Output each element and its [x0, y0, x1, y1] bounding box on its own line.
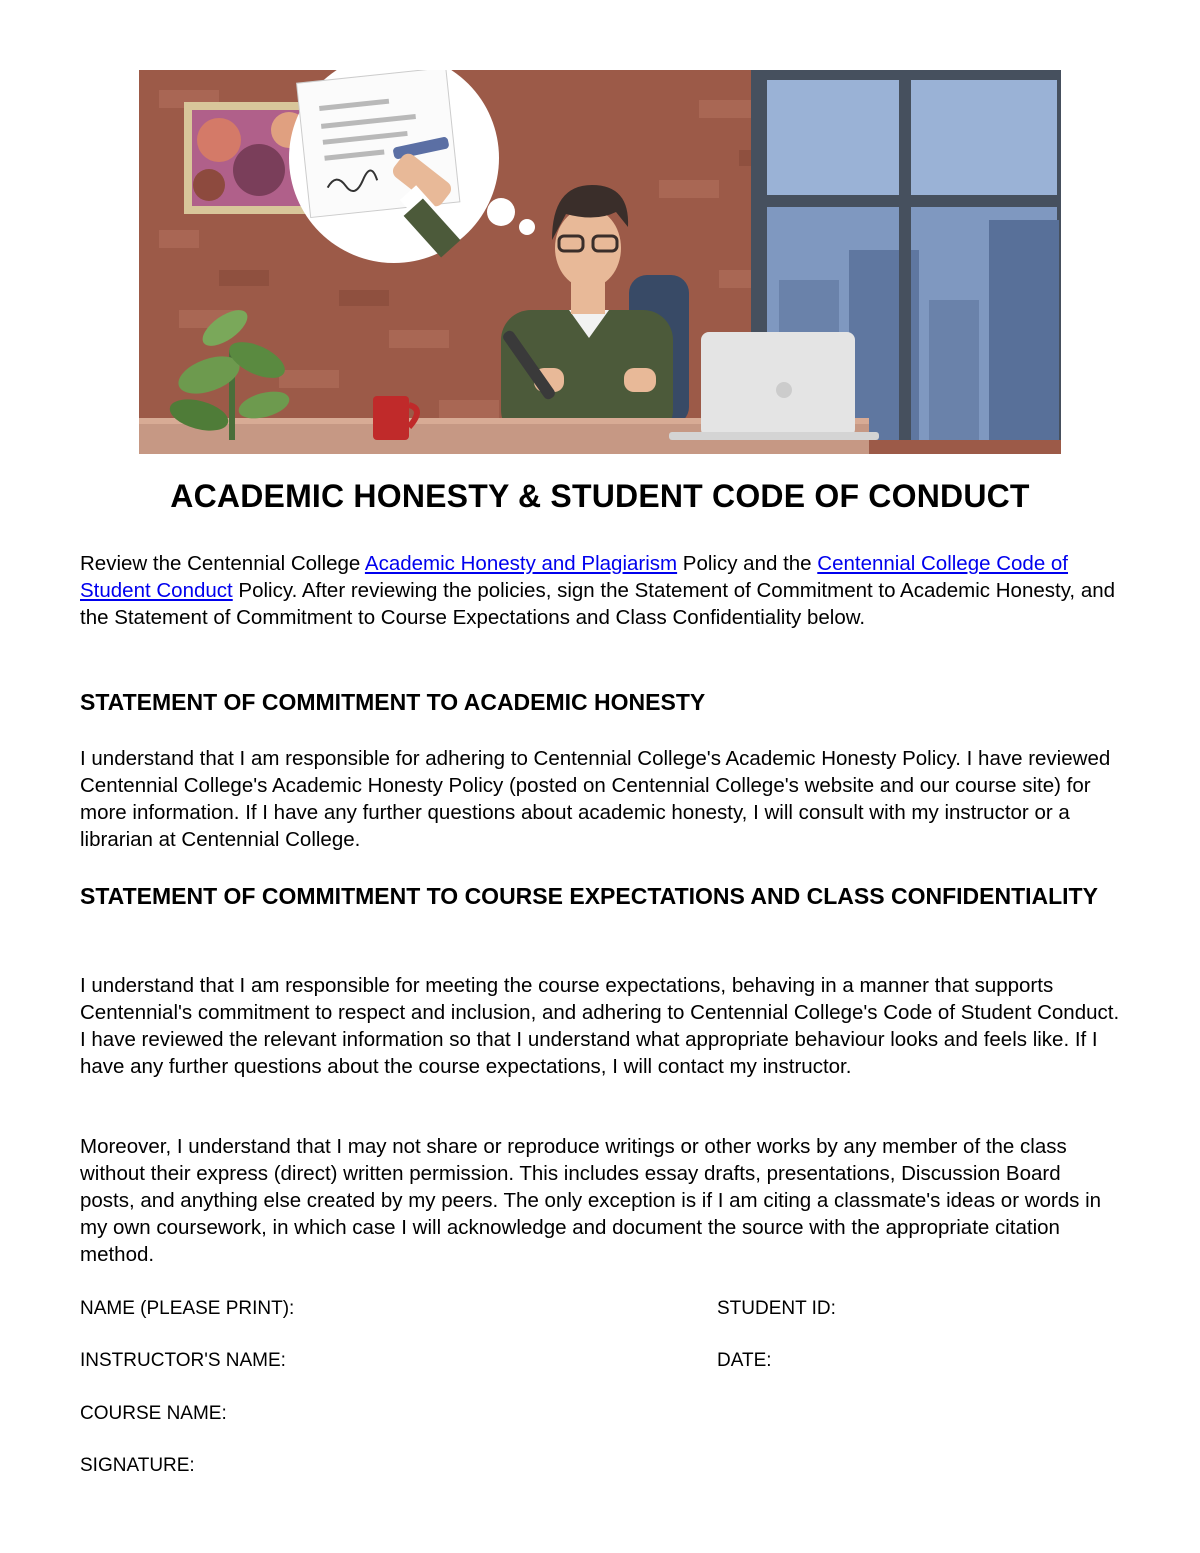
- name-field-label: NAME (PLEASE PRINT):: [80, 1298, 295, 1319]
- header-illustration: [139, 70, 1061, 454]
- course-name-field-label: COURSE NAME:: [80, 1403, 227, 1424]
- code-of-conduct-link[interactable]: Centennial College Code of Student Conduct: [80, 552, 1069, 602]
- date-field-label: DATE:: [717, 1350, 772, 1371]
- academic-honesty-statement: I understand that I am responsible for adhering to Centennial College's Academic Honesty Policy. I have reviewed Centennial College's Academic Honesty Policy (posted on Centennial College's website and our course site) for more information. If I have any further questions about academic honesty, I will consult with my instructor or a librarian at Centennial College.: [80, 747, 1111, 851]
- page-title: ACADEMIC HONESTY & STUDENT CODE OF CONDUCT: [170, 478, 1030, 514]
- confidentiality-statement: Moreover, I understand that I may not share or reproduce writings or other works by any member of the class without their express (direct) written permission. This includes essay drafts, presentations, Discussion Board posts, and anything else created by my peers. The only exception is if I am citing a classmate's ideas or words in my own coursework, in which case I will acknowledge and document the source with the appropriate citation method.: [80, 1135, 1102, 1266]
- intro-text-3: Policy. After reviewing the policies, sign the Statement of Commitment to Academic Honesty, and the Statement of Commitment to Course Expectations and Class Confidentiality below.: [80, 579, 1116, 629]
- section-heading-course-expectations: STATEMENT OF COMMITMENT TO COURSE EXPECTATIONS AND CLASS CONFIDENTIALITY: [80, 883, 1098, 909]
- student-id-field-label: STUDENT ID:: [717, 1298, 836, 1319]
- intro-text-2: Policy and the: [677, 552, 818, 575]
- signature-field-label: SIGNATURE:: [80, 1455, 195, 1476]
- instructor-name-field-label: INSTRUCTOR'S NAME:: [80, 1350, 286, 1371]
- academic-honesty-policy-link[interactable]: Academic Honesty and Plagiarism: [364, 552, 678, 575]
- section-heading-academic-honesty: STATEMENT OF COMMITMENT TO ACADEMIC HONESTY: [80, 689, 706, 715]
- intro-text-1: Review the Centennial College: [80, 552, 365, 575]
- intro-paragraph: [80, 550, 1120, 631]
- course-expectations-statement: I understand that I am responsible for meeting the course expectations, behaving in a manner that supports Centennial's commitment to respect and inclusion, and adhering to Centennial College's Code of Student Conduct. I have reviewed the relevant information so that I understand what appropriate behaviour looks and feels like. If I have any further questions about the course expectations, I will contact my instructor.: [80, 974, 1120, 1078]
